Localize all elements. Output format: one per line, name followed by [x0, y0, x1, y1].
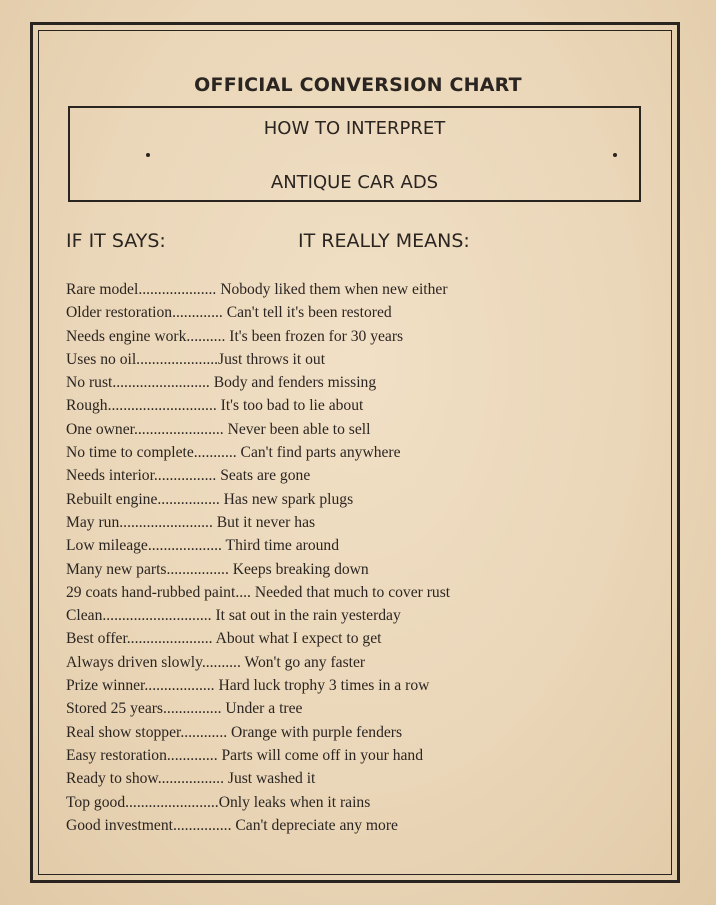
means-text: Orange with purple fenders: [231, 723, 403, 741]
means-text: About what I expect to get: [215, 630, 382, 648]
says-text: Rebuilt engine: [66, 490, 158, 508]
says-text: Many new parts: [66, 560, 167, 578]
dot-leader: .............: [166, 746, 218, 764]
says-text: Easy restoration: [66, 746, 167, 764]
list-item: [66, 814, 666, 837]
says-text: Uses no oil: [66, 350, 137, 368]
means-text: It's been frozen for 30 years: [229, 327, 404, 345]
says-text: Ready to show: [66, 770, 158, 788]
means-text: Can't tell it's been restored: [226, 304, 392, 322]
means-text: Body and fenders missing: [213, 374, 377, 392]
list-item: [66, 534, 666, 557]
list-item: [66, 697, 666, 720]
list-item: [66, 441, 666, 464]
dot-leader: ...................: [147, 537, 222, 555]
dot-leader: ............................: [107, 397, 217, 415]
says-text: No rust: [66, 374, 113, 392]
dot-leader: ..................: [144, 677, 215, 695]
dot-leader: ....................: [138, 281, 217, 298]
dot-leader: ................: [157, 490, 220, 508]
means-text: Hard luck trophy 3 times in a row: [218, 677, 430, 695]
dot-leader: ........................: [119, 513, 213, 531]
list-item: [66, 464, 666, 487]
dot-leader: .......................: [134, 420, 224, 438]
says-text: No time to complete: [66, 444, 194, 462]
subtitle-line-2: ANTIQUE CAR ADS: [270, 172, 439, 193]
list-item: [66, 721, 666, 744]
dot-leader: ....: [235, 583, 251, 601]
dot-leader: ..........: [201, 653, 241, 671]
says-text: Rough: [66, 397, 108, 415]
list-item: [66, 394, 666, 417]
dot-leader: ..........: [186, 327, 226, 345]
list-item: [66, 558, 666, 581]
list-item: [66, 371, 666, 394]
column-header-says: IF IT SAYS:: [66, 230, 166, 252]
conversion-list: [66, 278, 666, 837]
list-item: [66, 325, 666, 348]
says-text: Prize winner: [66, 677, 145, 695]
says-text: Good investment: [66, 816, 173, 834]
means-text: Can't find parts anywhere: [240, 444, 401, 462]
list-item: [66, 581, 666, 604]
list-item: [66, 767, 666, 790]
means-text: Nobody liked them when new either: [220, 281, 448, 298]
means-text: It's too bad to lie about: [220, 397, 364, 415]
dot-leader: .........................: [112, 374, 210, 392]
dot-leader: ...............: [163, 700, 222, 718]
says-text: Always driven slowly: [66, 653, 202, 671]
says-text: Clean: [66, 607, 103, 625]
dot-leader: ................: [166, 560, 229, 578]
says-text: Rare model: [66, 281, 139, 298]
says-text: Stored 25 years: [66, 700, 164, 718]
dot-leader: .............: [172, 304, 223, 322]
means-text: Under a tree: [225, 700, 303, 718]
says-text: Older restoration: [66, 304, 173, 322]
says-text: Top good: [66, 793, 126, 811]
bullet-dot-right: [613, 153, 617, 157]
list-item: [66, 511, 666, 534]
means-text: Won't go any faster: [244, 653, 366, 671]
means-text: Just throws it out: [218, 350, 326, 368]
means-text: Seats are gone: [220, 467, 311, 485]
dot-leader: ............................: [102, 607, 212, 625]
means-text: Parts will come off in your hand: [221, 746, 424, 764]
means-text: But it never has: [216, 513, 316, 531]
list-item: [66, 301, 666, 324]
list-item: [66, 418, 666, 441]
list-item: [66, 744, 666, 767]
dot-leader: ................: [153, 467, 217, 485]
bullet-dot-left: [146, 153, 150, 157]
means-text: Keeps breaking down: [232, 560, 369, 578]
dot-leader: ...........: [193, 444, 237, 462]
means-text: It sat out in the rain yesterday: [215, 607, 401, 625]
dot-leader: ............: [180, 723, 228, 741]
says-text: Real show stopper: [66, 723, 181, 741]
list-item: [66, 674, 666, 697]
list-item: [66, 278, 666, 301]
subtitle-line-1: HOW TO INTERPRET: [263, 118, 446, 139]
dot-leader: .....................: [136, 350, 219, 368]
says-text: 29 coats hand-rubbed paint: [66, 583, 236, 601]
means-text: Needed that much to cover rust: [254, 583, 451, 601]
list-item: [66, 651, 666, 674]
means-text: Never been able to sell: [227, 420, 371, 438]
says-text: May run: [66, 513, 120, 531]
dot-leader: ......................: [126, 630, 213, 648]
dot-leader: ........................: [125, 793, 219, 811]
list-item: [66, 604, 666, 627]
list-item: [66, 348, 666, 371]
says-text: One owner: [66, 420, 134, 438]
list-item: [66, 791, 666, 814]
says-text: Needs engine work: [66, 327, 187, 345]
list-item: [66, 488, 666, 511]
chart-title: OFFICIAL CONVERSION CHART: [194, 74, 522, 96]
means-text: Can't depreciate any more: [235, 816, 398, 834]
says-text: Needs interior: [66, 467, 154, 485]
means-text: Just washed it: [227, 770, 316, 788]
subtitle-box: [68, 106, 641, 202]
means-text: Third time around: [225, 537, 340, 555]
list-item: [66, 627, 666, 650]
column-header-means: IT REALLY MEANS:: [298, 230, 470, 252]
says-text: Low mileage: [66, 537, 148, 555]
dot-leader: ...............: [172, 816, 232, 834]
dot-leader: .................: [157, 770, 224, 788]
says-text: Best offer: [66, 630, 127, 648]
means-text: Has new spark plugs: [223, 490, 354, 508]
means-text: Only leaks when it rains: [218, 793, 371, 811]
